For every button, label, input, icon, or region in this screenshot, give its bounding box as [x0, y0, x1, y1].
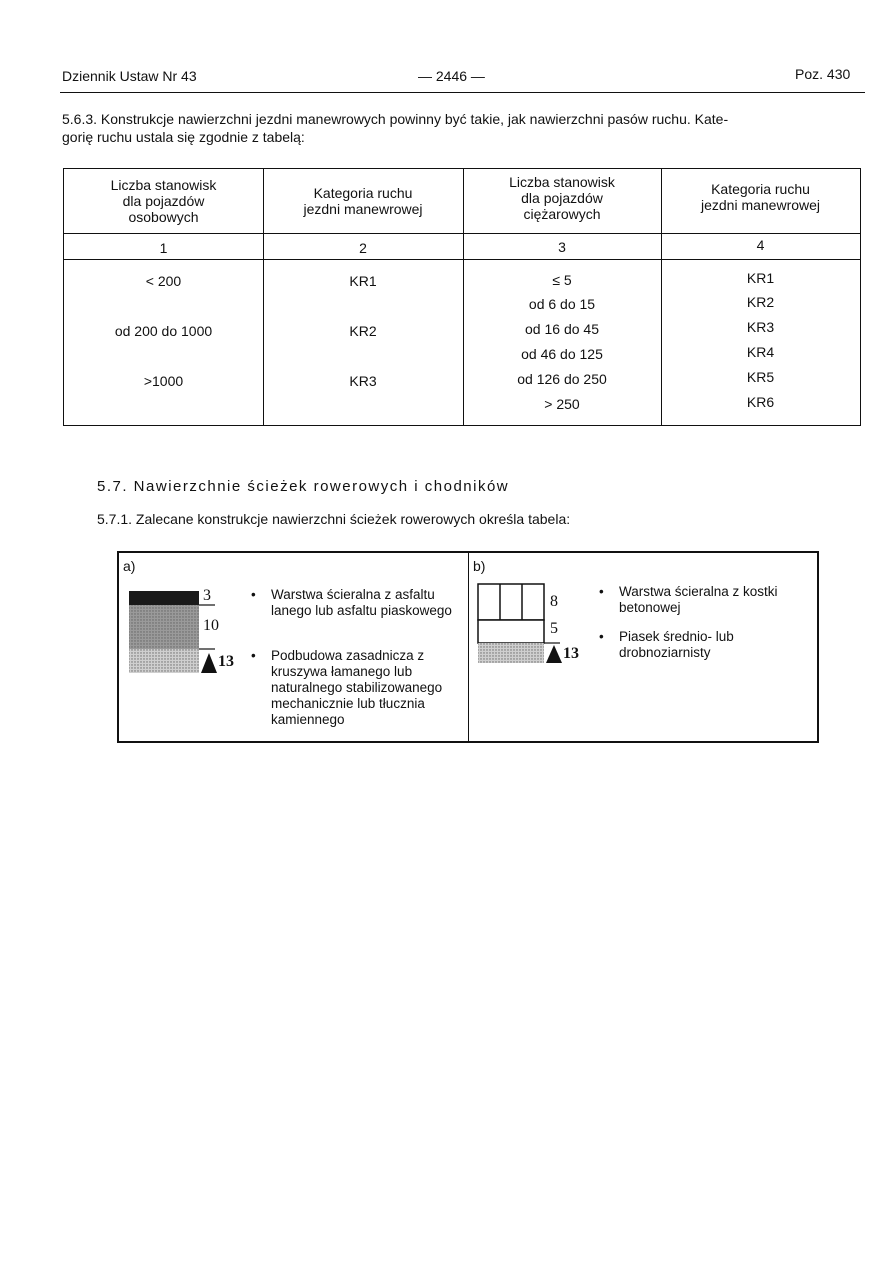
- table-cell: ≤ 5: [552, 272, 572, 288]
- bullet-icon: •: [251, 648, 256, 663]
- journal-title: Dziennik Ustaw Nr 43: [62, 68, 197, 84]
- bike-path-construction-table: [117, 551, 819, 743]
- paragraph-571: 5.7.1. Zalecane konstrukcje nawierzchni ścieżek rowerowych określa tabela:: [97, 511, 571, 527]
- table-cell: od 126 do 250: [517, 371, 607, 387]
- table-cell: KR2: [746, 294, 775, 310]
- bullet-icon: •: [599, 584, 604, 599]
- table-cell: KR1: [349, 273, 377, 289]
- layer-thickness: 13: [218, 653, 234, 670]
- header-cell-4: Kategoria ruchu jezdni manewrowej: [700, 181, 821, 213]
- table-header-rule: [64, 233, 860, 234]
- table-number-rule: [64, 259, 860, 260]
- panel-a-label: a): [123, 558, 136, 574]
- table-cell: >1000: [143, 373, 184, 389]
- bullet-item: • Warstwa ścieralna z asfaltu lanego lub asfaltu piaskowego: [251, 587, 452, 618]
- paragraph-563-line1: 5.6.3. Konstrukcje nawierzchni jezdni manewrowych powinny być takie, jak nawierzchni pasów ruchu. Kate-: [62, 111, 729, 127]
- header-rule: [60, 92, 865, 93]
- table-cell: od 200 do 1000: [114, 323, 213, 339]
- bullet-item: • Podbudowa zasadnicza z kruszywa łamanego lub naturalnego stabilizowanego mechanicznie lub tłucznia kamiennego: [251, 648, 443, 727]
- section-heading: 5.7. Nawierzchnie ścieżek rowerowych i chodników: [97, 478, 510, 495]
- layer-thickness: 5: [550, 620, 558, 637]
- column-number: 1: [159, 240, 168, 256]
- header-cell-1: Liczba stanowisk dla pojazdów osobowych: [110, 177, 217, 225]
- column-number: 2: [359, 240, 367, 256]
- position-number: Poz. 430: [795, 66, 851, 82]
- bullet-icon: •: [251, 587, 256, 602]
- bullet-item: • Piasek średnio- lub drobnoziarnisty: [599, 629, 734, 660]
- page-number: — 2446 —: [418, 68, 485, 84]
- table-cell: KR4: [746, 344, 775, 360]
- table-cell: > 250: [544, 396, 580, 412]
- column-number: 3: [558, 239, 566, 255]
- table-cell: KR6: [746, 394, 775, 410]
- bullet-icon: •: [599, 629, 604, 644]
- table-cell: od 16 do 45: [525, 321, 599, 337]
- column-number: 4: [756, 237, 765, 253]
- table-cell: KR3: [349, 373, 377, 389]
- triangle-marker-icon: [201, 653, 217, 673]
- paving-block-layer: [478, 584, 544, 620]
- layer-thickness: 10: [203, 617, 219, 634]
- table-cell: od 46 do 125: [521, 346, 603, 362]
- header-cell-2: Kategoria ruchu jezdni manewrowej: [303, 185, 423, 217]
- layer-thickness: 3: [203, 587, 211, 604]
- paragraph-563-line2: gorię ruchu ustala się zgodnie z tabelą:: [62, 129, 305, 145]
- traffic-category-table: [63, 168, 861, 426]
- table-cell: KR2: [349, 323, 377, 339]
- triangle-marker-icon: [546, 645, 562, 663]
- bullet-item: • Warstwa ścieralna z kostki betonowej: [599, 584, 778, 615]
- header-cell-3: Liczba stanowisk dla pojazdów ciężarowych: [509, 174, 615, 222]
- panel-b-label: b): [473, 558, 486, 574]
- table-cell: < 200: [145, 273, 182, 289]
- layer-thickness: 8: [550, 593, 558, 610]
- table-cell: od 6 do 15: [528, 296, 596, 312]
- subgrade-layer: [478, 643, 544, 663]
- layer-thickness: 13: [563, 645, 579, 662]
- table-cell: KR3: [746, 319, 775, 335]
- table-cell: KR1: [746, 270, 775, 286]
- subgrade-layer: [129, 649, 199, 673]
- sand-layer: [478, 620, 544, 643]
- table-cell: KR5: [746, 369, 775, 385]
- asphalt-layer: [129, 591, 199, 605]
